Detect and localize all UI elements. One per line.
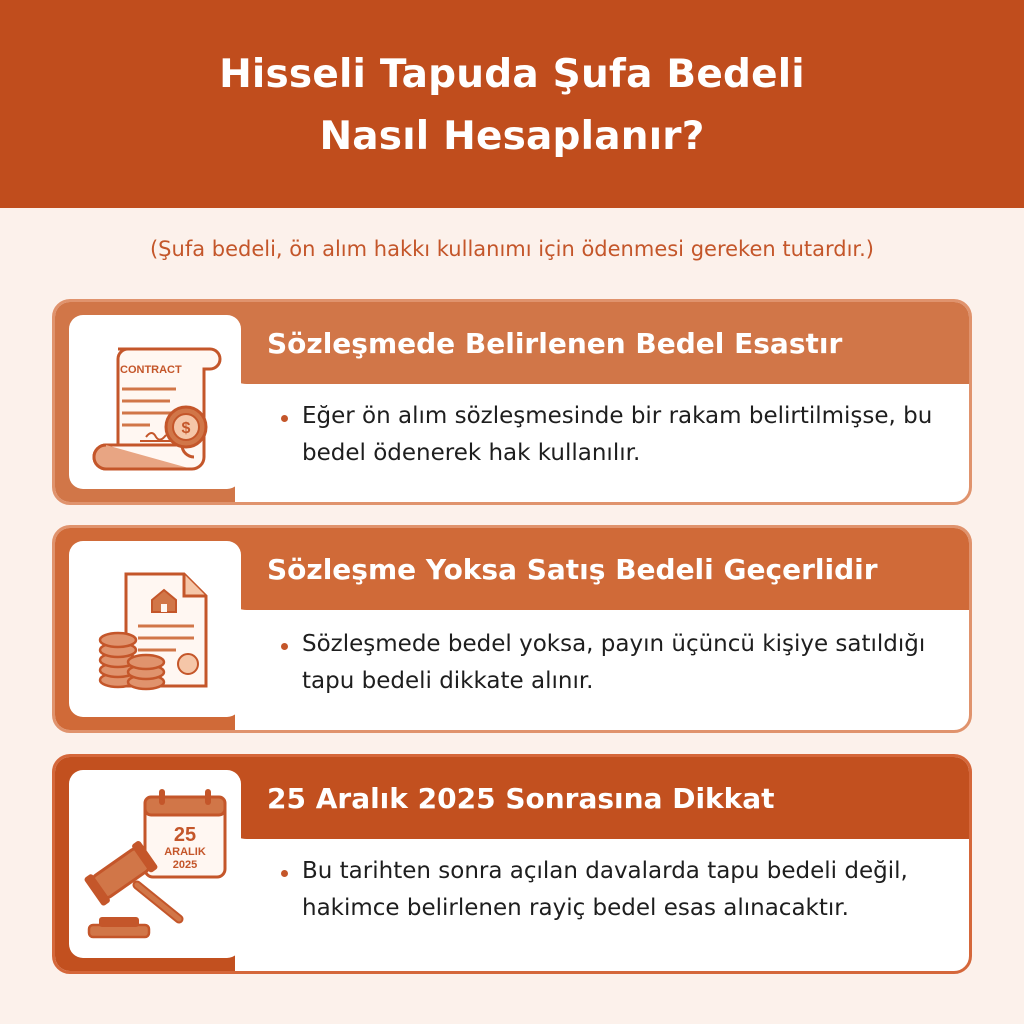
icon-box [69,315,241,489]
icon-box [69,770,241,958]
card-sale-price [52,525,972,733]
calendar-month: ARALIK [164,846,206,858]
card-bullet-text: Sözleşmede bedel yoksa, payın üçüncü kişiye satıldığı tapu bedeli dikkate alınır. [302,631,926,694]
card-date-warning [52,754,972,974]
card-title-bar [221,757,969,839]
page-title-line-2: Nasıl Hesaplanır? [319,114,705,159]
card-title: Sözleşmede Belirlenen Bedel Esastır [267,326,843,360]
deed-coins-icon [80,554,230,704]
calendar-day: 25 [173,824,197,846]
card-title: 25 Aralık 2025 Sonrasına Dikkat [267,781,775,815]
contract-label: CONTRACT [120,364,182,376]
card-bullet-text: Eğer ön alım sözleşmesinde bir rakam belirtilmişse, bu bedel ödenerek hak kullanılır. [302,403,933,466]
contract-icon [80,327,230,477]
subtitle: (Şufa bedeli, ön alım hakkı kullanımı için ödenmesi gereken tutardır.) [149,237,875,261]
header-banner [0,0,1024,208]
page-title-line-1: Hisseli Tapuda Şufa Bedeli [219,52,805,97]
icon-box [69,541,241,717]
svg-text:$: $ [181,420,191,437]
card-title-bar [221,528,969,610]
calendar-year: 2025 [172,859,198,871]
bullet-dot-icon [281,643,288,650]
bullet-dot-icon [281,415,288,422]
card-title-bar [221,302,969,384]
card-contract-price [52,299,972,505]
card-bullet [281,398,941,472]
gavel-calendar-icon [75,779,235,949]
card-title: Sözleşme Yoksa Satış Bedeli Geçerlidir [267,552,878,586]
bullet-dot-icon [281,870,288,877]
card-bullet [281,853,941,927]
card-bullet-text: Bu tarihten sonra açılan davalarda tapu bedeli değil, hakimce belirlenen rayiç bedel esas alınacaktır. [302,858,908,921]
card-bullet [281,626,941,700]
